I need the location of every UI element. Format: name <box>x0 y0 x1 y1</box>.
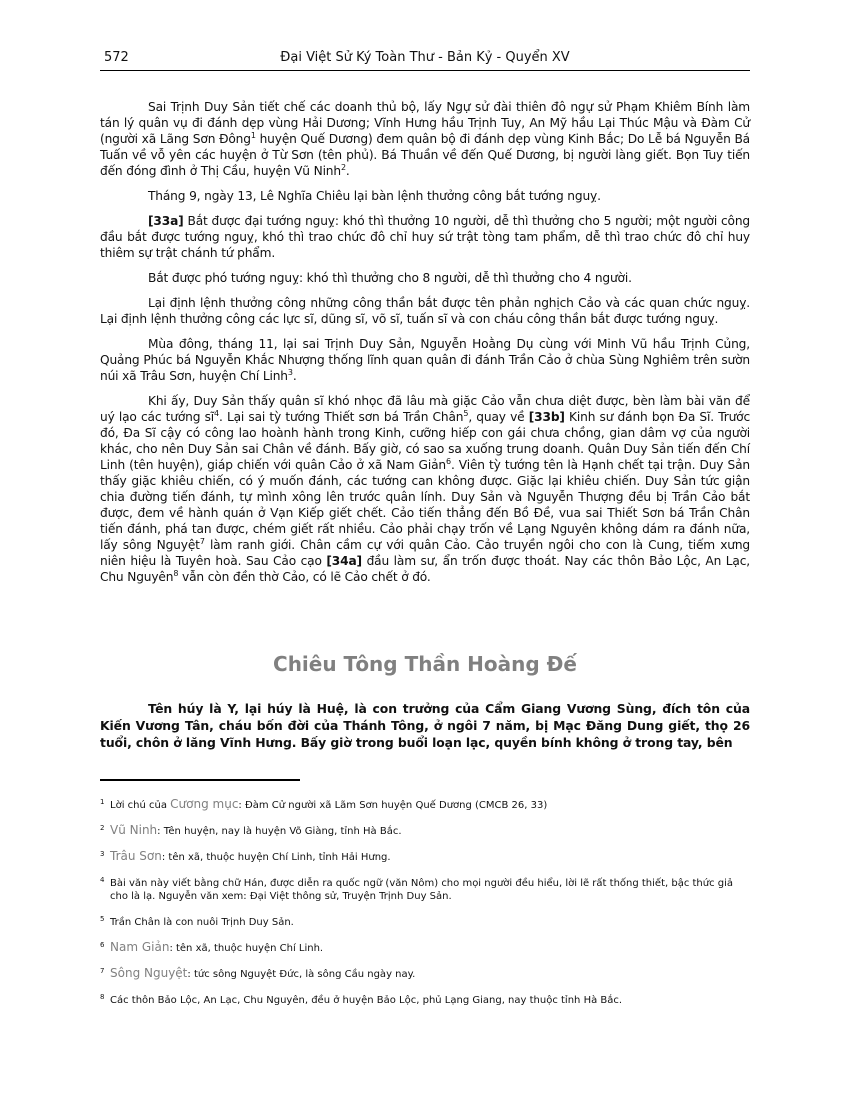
footnote: 1 Lời chú của Cương mục: Đàm Cử người xã Lãm Sơn huyện Quế Dương (CMCB 26, 33) <box>100 797 548 811</box>
footnote: 2 Vũ Ninh: Tên huyện, nay là huyện Võ Giàng, tỉnh Hà Bắc. <box>100 823 402 837</box>
paragraph: Sai Trịnh Duy Sản tiết chế các doanh thủ bộ, lấy Ngự sử đài thiên đô ngự sử Phạm Khiêm Bính làm tán lý quân vụ đi đánh dẹp vùng Hải Dương; Vĩnh Hưng hầu Trịnh Tuy, An Mỹ hầu Lại Thúc Mậu và Đàm Cử (người xã Lãng Sơn Đông$^1$ huyện Quế Dương) đem quân bộ đi đánh dẹp vùng Kinh Bắc; Do Lễ bá Nguyễn Bá Tuấn về vỗ yên các huyện ở Từ Sơn (tên phủ). Bá Thuần về đến Quế Dương, bị người làng giết. Bọn Tuy tiến đến đóng đình ở Thị Cầu, huyện Vũ Ninh$^2$. <box>100 100 750 178</box>
page-number: 572 <box>104 50 129 65</box>
footnote: 4 Bài văn này viết bằng chữ Hán, được diễn ra quốc ngữ (văn Nôm) cho mọi người đều hiểu, lời lẽ rất thống thiết, bậc thức giả cho là lạ. Nguyễn văn xem: Đại Việt thông sử, Truyện Trịnh Duy Sản. <box>100 876 734 902</box>
paragraph: Tháng 9, ngày 13, Lê Nghĩa Chiêu lại bàn lệnh thưởng công bắt tướng nguỵ. <box>148 189 601 203</box>
folio-marker: [34a] <box>326 554 362 568</box>
chapter-intro: Tên húy là Y, lại húy là Huệ, là con trưởng của Cẩm Giang Vương Sùng, đích tôn của Kiến Vương Tân, cháu bốn đời của Thánh Tông, ở ngôi 7 năm, bị Mạc Đăng Dung giết, thọ 26 tuổi, chôn ở lăng Vĩnh Hưng. Bấy giờ trong buổi loạn lạc, quyền bính không ở trong tay, bên <box>100 701 750 750</box>
running-title: Đại Việt Sử Ký Toàn Thư - Bản Kỷ - Quyển XV <box>280 50 570 65</box>
paragraph: [33a] Bắt được đại tướng nguỵ: khó thì thưởng 10 người, dễ thì thưởng cho 5 người; một người công đầu bắt được tướng nguỵ, khó thì trao chức đô chỉ huy sứ trật tòng tam phẩm, dễ thì trao chức đô chỉ huy thiêm sự trật chánh tứ phẩm. <box>100 214 750 260</box>
chapter-title: Chiêu Tông Thần Hoàng Đế <box>273 652 577 676</box>
header-rule <box>100 70 750 71</box>
footnotes <box>100 798 750 1019</box>
folio-marker: [33b] <box>528 410 565 424</box>
footnote: 8 Các thôn Bảo Lộc, An Lạc, Chu Nguyên, đều ở huyện Bảo Lộc, phủ Lạng Giang, nay thuộc tỉnh Hà Bắc. <box>100 993 623 1006</box>
paragraph: Khi ấy, Duy Sản thấy quân sĩ khó nhọc đã lâu mà giặc Cảo vẫn chưa diệt được, bèn làm bài văn để uý lạo các tướng $sĩ^4$. Lại sai tỳ tướng Thiết sơn bá Trần Chân$^5$, quay về [33b] Kinh sư đánh bọn Đa Sĩ. Trước đó, Đa Sĩ cậy có công lao hoành hành trong Kinh, cưỡng hiếp con gái chưa chồng, gian dâm vợ của người khác, cho nên Duy Sản sai Chân về đánh. Bấy giờ, có sao sa xuống trung doanh. Quân Duy Sản tiến đến Chí Linh (tên huyện), giáp chiến với quân Cảo ở xã Nam Giản$^6$. Viên tỳ tướng tên là Hạnh chết tại trận. Duy Sản thấy giặc khiêu chiến, có ý muốn đánh, các tướng can không được. Giặc lại khiêu chiến. Duy Sản tức giận chia đường tiến đánh, tự mình xông lên trước quân lính. Duy Sản và Nguyễn Thượng đều bị Trần Cảo bắt được, đem về hành quán ở Vạn Kiếp giết chết. Cảo tiến thẳng đến Bồ Đề, vua sai Thiết Sơn bá Trần Chân tiến đánh, phá tan được, chém giết rất nhiều. Cảo phải chạy trốn về Lạng Nguyên không dám ra đánh nữa, lấy sông Nguyệt$^7$ làm ranh giới. Chân cầm cự với quân Cảo. Cảo truyền ngôi cho con là Cung, tiếm xưng niên hiệu là Tuyên hoà. Sau Cảo cạo [34a] đầu làm sư, ẩn trốn được thoát. Nay các thôn Bảo Lộc, An Lạc, Chu Nguyên$^8$ vẫn còn đền thờ Cảo, có lẽ Cảo chết ở đó. <box>100 394 751 584</box>
folio-marker: [33a] <box>148 214 184 228</box>
page-header <box>100 50 750 70</box>
footnote: 3 Trâu Sơn: tên xã, thuộc huyện Chí Linh, tỉnh Hải Hưng. <box>100 849 391 863</box>
paragraph: Lại định lệnh thưởng công những công thần bắt được tên phản nghịch Cảo và các quan chức nguỵ. Lại định lệnh thưởng công các lực sĩ, dũng sĩ, võ sĩ, tuấn sĩ và con cháu công thần bắt được tướng nguỵ. <box>100 296 750 326</box>
footnote: 6 Nam Giản: tên xã, thuộc huyện Chí Linh. <box>100 940 324 954</box>
footnote-rule <box>100 779 300 781</box>
footnote: 5 Trần Chân là con nuôi Trịnh Duy Sản. <box>100 915 294 928</box>
paragraph: Bắt được phó tướng nguỵ: khó thì thưởng cho 8 người, dễ thì thưởng cho 4 người. <box>148 271 632 285</box>
footnote: 7 Sông Nguyệt: tức sông Nguyệt Đức, là sông Cầu ngày nay. <box>100 966 416 980</box>
main-text <box>100 99 750 594</box>
paragraph: Mùa đông, tháng 11, lại sai Trịnh Duy Sản, Nguyễn Hoằng Dụ cùng với Minh Vũ hầu Trịnh Củng, Quảng Phúc bá Nguyễn Khắc Nhượng thống lĩnh quan quân đi đánh Trần Cảo ở chùa Sùng Nghiêm trên sườn núi xã Trâu Sơn, huyện Chí Linh$^3$. <box>100 337 750 383</box>
